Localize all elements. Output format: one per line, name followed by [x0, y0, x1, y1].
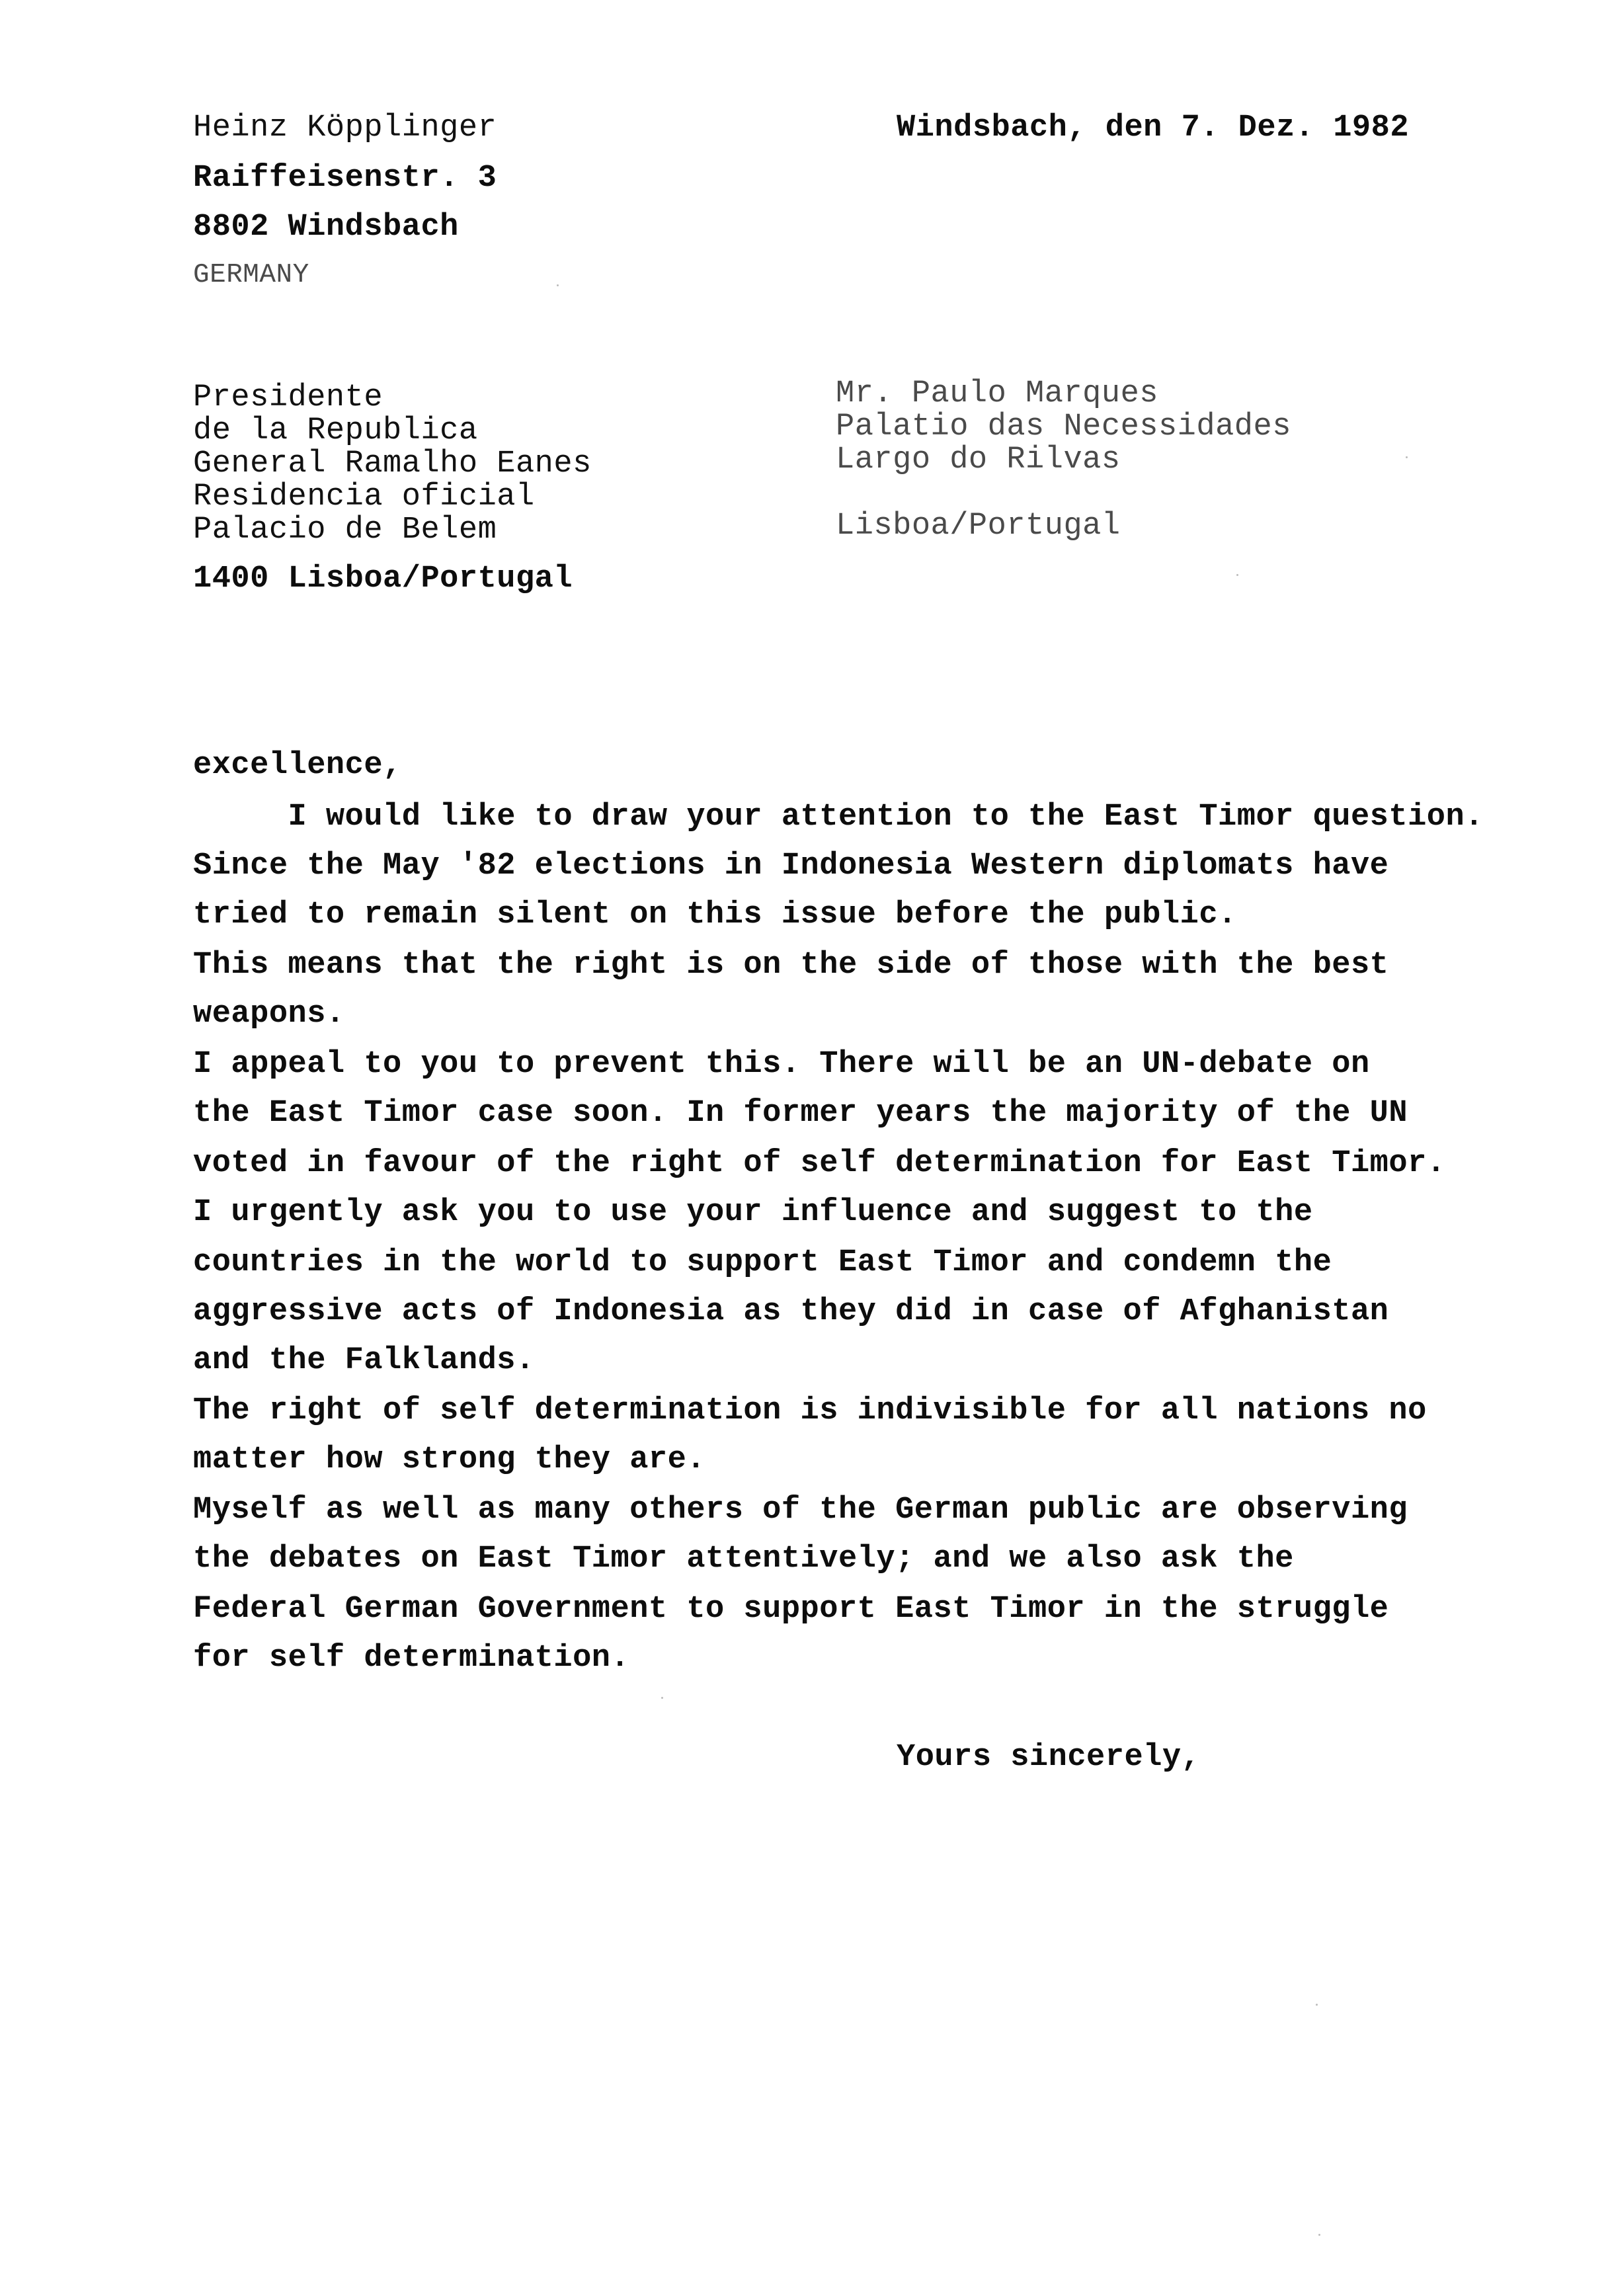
body-line: The right of self determination is indivisible for all nations no: [193, 1393, 1427, 1428]
body-line: the debates on East Timor attentively; and we also ask the: [193, 1541, 1294, 1577]
copy-recipient-line-3: Largo do Rilvas: [836, 442, 1121, 477]
body-line: the East Timor case soon. In former years the majority of the UN: [193, 1096, 1408, 1131]
body-line: I would like to draw your attention to the East Timor question.: [193, 800, 1484, 835]
sender-country: GERMANY: [193, 260, 309, 290]
body-line: voted in favour of the right of self determination for East Timor.: [193, 1146, 1446, 1181]
recipient-line-4: Residencia oficial: [193, 479, 535, 514]
body-line: Myself as well as many others of the German public are observing: [193, 1493, 1408, 1528]
recipient-line-6: 1400 Lisboa/Portugal: [193, 561, 573, 596]
copy-recipient-line-1: Mr. Paulo Marques: [836, 376, 1158, 411]
body-line: countries in the world to support East Timor and condemn the: [193, 1245, 1332, 1280]
salutation: excellence,: [193, 748, 402, 783]
body-line: matter how strong they are.: [193, 1442, 706, 1477]
copy-recipient-line-2: Palatio das Necessidades: [836, 409, 1291, 444]
body-line: aggressive acts of Indonesia as they did in case of Afghanistan: [193, 1294, 1389, 1329]
body-line: This means that the right is on the side of those with the best: [193, 948, 1389, 983]
sender-city: 8802 Windsbach: [193, 210, 459, 245]
body-line: weapons.: [193, 997, 345, 1032]
recipient-line-3: General Ramalho Eanes: [193, 446, 592, 481]
body-line: for self determination.: [193, 1641, 630, 1676]
recipient-line-2: de la Republica: [193, 413, 478, 448]
body-line: and the Falklands.: [193, 1343, 535, 1378]
sender-name: Heinz Köpplinger: [193, 110, 497, 145]
paper-speck: [1316, 2004, 1318, 2006]
body-line: I urgently ask you to use your influence and suggest to the: [193, 1195, 1313, 1230]
place-date: Windsbach, den 7. Dez. 1982: [897, 110, 1410, 145]
closing: Yours sincerely,: [897, 1740, 1201, 1775]
body-line: Federal German Government to support East Timor in the struggle: [193, 1592, 1389, 1627]
paper-speck: [1236, 574, 1238, 576]
body-line: Since the May '82 elections in Indonesia Western diplomats have: [193, 848, 1389, 883]
paper-speck: [661, 1697, 663, 1699]
paper-speck: [1406, 456, 1408, 458]
recipient-line-5: Palacio de Belem: [193, 512, 497, 548]
body-line: I appeal to you to prevent this. There will be an UN-debate on: [193, 1047, 1370, 1082]
recipient-line-1: Presidente: [193, 380, 383, 415]
sender-street: Raiffeisenstr. 3: [193, 161, 497, 196]
body-line: tried to remain silent on this issue before the public.: [193, 897, 1237, 932]
paper-speck: [557, 284, 559, 286]
paper-speck: [1318, 2234, 1320, 2236]
copy-recipient-line-4: Lisboa/Portugal: [836, 509, 1121, 544]
